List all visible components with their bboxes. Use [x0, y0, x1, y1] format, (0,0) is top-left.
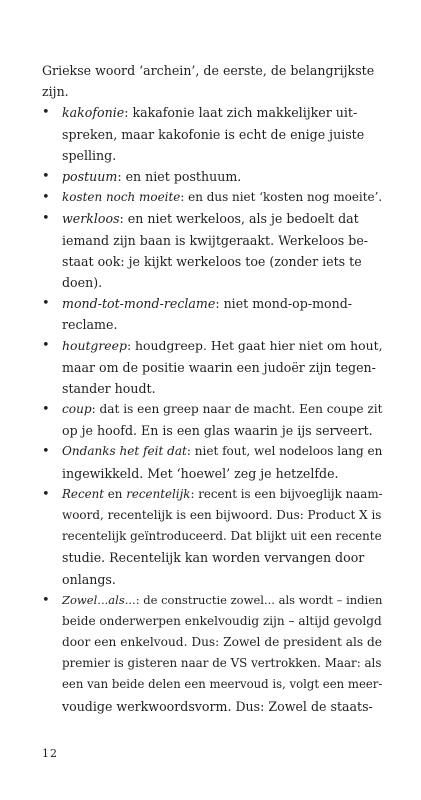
bullet-icon: • [42, 211, 50, 227]
list-item [42, 208, 382, 293]
definition-text: premier is gisteren naar de VS vertrokken. Maar: als [62, 656, 382, 671]
text-line [42, 653, 382, 674]
list-item [42, 293, 382, 335]
definition-text: op je hoofd. En is een glas waarin je ijs serveert. [62, 423, 373, 439]
definition-text: en [104, 486, 127, 501]
definition-text: ingewikkeld. Met ‘hoewel’ zeg je hetzelfde. [62, 465, 339, 481]
text-line [42, 145, 382, 166]
text-line [42, 590, 382, 611]
definition-text: recentelijk geïntroduceerd. Dat blijkt uit een recente [62, 529, 382, 544]
text-line [42, 505, 382, 526]
text-line [42, 102, 382, 123]
text-line [42, 378, 382, 399]
list-item [42, 590, 382, 717]
definition-text: onlangs. [62, 571, 116, 587]
definition-text: reclame. [62, 317, 118, 333]
definition-text: : en niet werkeloos, als je bedoelt dat [119, 211, 359, 227]
bullet-icon: • [42, 296, 50, 312]
text-line [42, 399, 382, 420]
definition-text: stander houdt. [62, 380, 156, 396]
text-line [42, 674, 382, 695]
term-text: Ondanks het feit dat [62, 444, 187, 459]
text-line [42, 208, 382, 229]
list-item [42, 335, 382, 399]
bullet-icon: • [42, 592, 50, 608]
definition-text: iemand zijn baan is kwijtgeraakt. Werkeloos be- [62, 232, 369, 248]
text-line [42, 124, 382, 145]
definition-text: : houdgreep. Het gaat hier niet om hout, [126, 338, 383, 354]
text-line [42, 166, 382, 187]
term-text: kakofonie [62, 105, 125, 121]
text-line [42, 335, 382, 356]
text-line [42, 547, 382, 568]
text-line [42, 314, 382, 335]
text-line [42, 251, 382, 272]
term-text: Zowel...als... [62, 592, 136, 607]
list-item [42, 102, 382, 166]
term-text: recentelijk [126, 486, 191, 501]
list-item [42, 399, 382, 441]
definition-text: : niet mond-op-mond- [215, 296, 353, 312]
bullet-icon: • [42, 168, 50, 184]
body-text [42, 60, 382, 717]
definition-text: : en niet posthuum. [117, 168, 242, 184]
bullet-icon: • [42, 402, 50, 417]
term-text: mond-tot-mond-reclame [62, 296, 216, 312]
text-line [42, 420, 382, 441]
definition-text: : kakafonie laat zich makkelijker uit- [124, 105, 358, 121]
definition-text: voudige werkwoordsvorm. Dus: Zowel de staats- [62, 698, 373, 714]
definition-text: woord, recentelijk is een bijwoord. Dus: Product X is [62, 507, 382, 522]
definition-text: spreken, maar kakofonie is echt de enige juiste [62, 126, 365, 142]
bullet-icon: • [42, 190, 50, 206]
text-line [42, 484, 382, 505]
definition-text: : recent is een bijvoeglijk naam- [190, 486, 383, 501]
bullet-icon: • [42, 486, 50, 502]
text-line [42, 463, 382, 484]
page-number: 12 [42, 747, 58, 760]
definition-text: staat ook: je kijkt werkeloos toe (zonder iets te [62, 253, 362, 269]
text-line [42, 187, 382, 208]
text-line [42, 441, 382, 462]
text-line [42, 611, 382, 632]
definition-text: : en dus niet ‘kosten nog moeite’. [180, 190, 383, 205]
definition-text: door een enkelvoud. Dus: Zowel de president als de [62, 635, 382, 650]
bullet-icon: • [42, 444, 50, 460]
list-item [42, 166, 382, 187]
text-line [42, 293, 382, 314]
text-line [42, 230, 382, 251]
definition-text: een van beide delen een meervoud is, volgt een meer- [62, 677, 383, 692]
text-line [42, 569, 382, 590]
bullet-icon: • [42, 338, 50, 354]
definition-text: beide onderwerpen enkelvoudig zijn – altijd gevolgd [62, 613, 382, 628]
definition-text: spelling. [62, 147, 117, 163]
term-text: Recent [62, 486, 105, 501]
text-line: zijn. [42, 84, 69, 100]
text-line [42, 272, 382, 293]
text-line [42, 696, 382, 717]
bullet-icon: • [42, 105, 50, 121]
text-line [42, 357, 382, 378]
term-text: kosten noch moeite [62, 190, 181, 205]
text-line [42, 526, 382, 547]
term-text: coup [62, 402, 92, 416]
list-item [42, 484, 382, 590]
text-line [42, 632, 382, 653]
definition-text: maar om de positie waarin een judoër zijn tegen- [62, 359, 376, 375]
term-text: houtgreep [62, 338, 127, 354]
definition-text: : dat is een greep naar de macht. Een coupe zit [91, 402, 383, 416]
definition-text: : niet fout, wel nodeloos lang en [186, 444, 383, 459]
text-line: Griekse woord ‘archein’, de eerste, de belangrijkste [42, 63, 375, 78]
list-item [42, 441, 382, 483]
definition-text: studie. Recentelijk kan worden vervangen door [62, 550, 365, 566]
term-text: postuum [62, 168, 118, 184]
definition-text: doen). [62, 274, 103, 290]
definition-text: : de constructie zowel... als wordt – indien [135, 592, 383, 607]
term-text: werkloos [62, 211, 120, 227]
list-item [42, 187, 382, 208]
